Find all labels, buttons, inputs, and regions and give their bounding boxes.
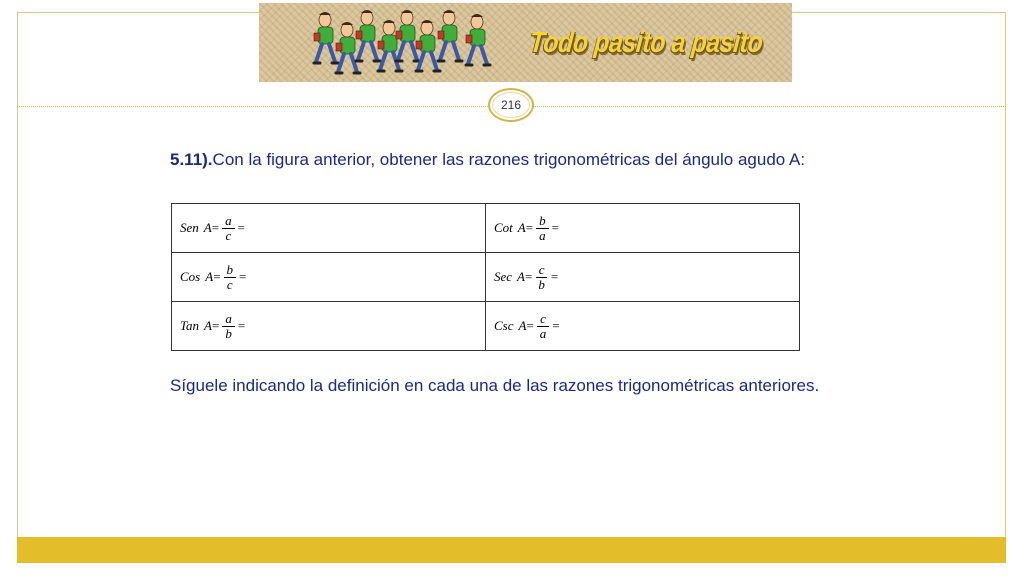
- fraction: [224, 263, 237, 292]
- function-name: Tan: [180, 318, 200, 333]
- numerator: c: [537, 312, 549, 327]
- equals-sign: =: [552, 318, 560, 333]
- walking-man-figure: [438, 10, 462, 61]
- ratio-cell-sec: [486, 253, 800, 302]
- equals-sign: =: [551, 220, 559, 235]
- instruction-text: Síguele indicando la definición en cada una de las razones trigonométricas anteriores.: [170, 376, 820, 395]
- equals-sign: =: [237, 318, 246, 333]
- equals-sign: =: [213, 269, 221, 284]
- angle-variable: A: [204, 318, 212, 333]
- ratio-equation: [494, 214, 559, 243]
- angle-variable: A: [517, 220, 526, 235]
- denominator: b: [225, 325, 232, 341]
- ratio-cell-cos: [172, 253, 486, 302]
- ratio-equation: [180, 312, 245, 341]
- problem-text: Con la figura anterior, obtener las razones trigonométricas del ángulo agudo A:: [212, 150, 806, 169]
- ratio-cell-sen: [172, 204, 486, 253]
- equals-sign: =: [525, 269, 533, 284]
- walking-man-figure: [314, 12, 338, 63]
- equals-sign: =: [526, 318, 534, 333]
- table-row: [172, 253, 800, 302]
- ratio-cell-csc: [486, 302, 800, 351]
- page-number: [488, 88, 534, 122]
- walking-man-figure: [466, 14, 490, 65]
- walking-man-figure: [356, 10, 380, 61]
- function-name: Cos: [180, 269, 201, 284]
- ratio-equation: [494, 263, 558, 292]
- denominator: b: [538, 276, 545, 292]
- numerator: c: [536, 263, 548, 278]
- fraction: [536, 214, 549, 243]
- angle-variable: A: [205, 269, 214, 284]
- angle-variable: A: [517, 269, 525, 284]
- problem-statement: [170, 146, 850, 174]
- fraction: [535, 263, 548, 292]
- numerator: a: [222, 214, 235, 229]
- header-banner: [259, 3, 792, 82]
- denominator: a: [539, 227, 546, 243]
- numerator: b: [536, 214, 549, 229]
- walking-man-figure: [396, 10, 420, 61]
- equals-sign: =: [237, 220, 245, 235]
- function-name: Sec: [494, 269, 513, 284]
- ratio-equation: [180, 263, 246, 292]
- problem-number: 5.11).: [170, 150, 213, 169]
- ratio-cell-tan: [172, 302, 486, 351]
- angle-variable: A: [518, 318, 527, 333]
- equals-sign: =: [525, 220, 534, 235]
- equals-sign: =: [239, 269, 247, 284]
- page-number-text: 216: [500, 98, 522, 112]
- equals-sign: =: [550, 269, 559, 284]
- ratio-equation: [180, 214, 245, 243]
- ratio-equation: [494, 312, 560, 341]
- ratios-table: [171, 203, 800, 351]
- equals-sign: =: [212, 318, 220, 333]
- angle-variable: A: [203, 220, 212, 235]
- banner-title: Todo pasito a pasito: [528, 27, 764, 59]
- equals-sign: =: [211, 220, 220, 235]
- function-name: Csc: [494, 318, 514, 333]
- function-name: Cot: [494, 220, 513, 235]
- denominator: c: [225, 227, 232, 243]
- table-row: [172, 204, 800, 253]
- function-name: Sen: [180, 220, 199, 235]
- fraction: [222, 214, 235, 243]
- table-row: [172, 302, 800, 351]
- numerator: b: [224, 263, 237, 278]
- walking-man-figure: [378, 20, 402, 71]
- numerator: a: [222, 312, 235, 327]
- walking-man-figure: [336, 22, 360, 73]
- footer-bar: [17, 537, 1006, 563]
- denominator: c: [226, 276, 233, 292]
- ratio-cell-cot: [486, 204, 800, 253]
- walking-man-figure: [416, 20, 440, 71]
- fraction: [222, 312, 235, 341]
- denominator: a: [539, 325, 547, 341]
- fraction: [537, 312, 550, 341]
